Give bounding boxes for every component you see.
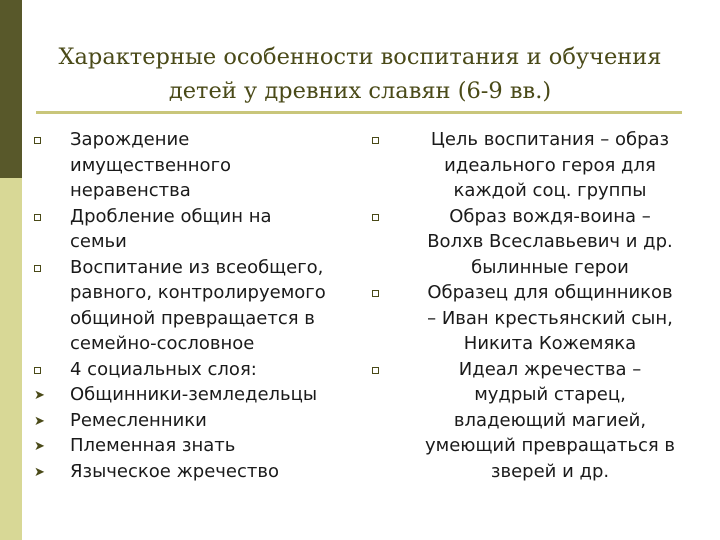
list-item [34,408,364,434]
list-item-text [70,408,364,434]
sidebar-accent-dark [0,0,22,178]
list-item-line: семьи [70,231,127,252]
list-item-line: 4 социальных слоя: [70,358,257,380]
list-item [34,127,364,204]
list-item-line: идеального героя для [444,154,656,176]
list-item-line: умеющий превращаться в [425,435,675,456]
list-item-line: равного, контролируемого [70,282,326,303]
list-item [372,127,692,204]
square-bullet-icon [34,255,48,281]
list-item-text [70,433,364,459]
list-item [372,280,692,357]
list-item-line: мудрый старец, [474,384,626,405]
list-item-line: зверей и др. [490,460,610,482]
square-bullet-icon [34,127,48,153]
list-item-line: Ремесленники [70,409,207,431]
list-item-text [70,204,364,255]
arrow-bullet-icon: ➤ [34,464,45,480]
list-item-text [408,357,692,485]
right-column [372,127,692,484]
list-item [34,433,364,459]
square-bullet-icon [372,204,386,230]
square-bullet-icon [372,127,386,153]
list-item-line: – Иван крестьянский сын, [427,307,673,329]
list-item [34,204,364,255]
square-bullet-icon [34,204,48,230]
list-item [34,255,364,357]
list-item-line: каждой соц. группы [453,180,647,201]
list-item-line: семейно-сословное [70,333,255,354]
list-item-line: Племенная знать [70,435,236,456]
slide-title-line-1: Характерные особенности воспитания и обучения [58,44,662,70]
left-column [34,127,364,484]
list-item-line: Идеал жречества – [458,358,642,380]
slide-title-line-2: детей у древних славян (6-9 вв.) [168,78,552,104]
slide-title [30,40,690,108]
square-bullet-icon [372,280,386,306]
list-item-text [70,255,364,357]
list-item-text [70,382,364,408]
list-item-line: общиной превращается в [70,307,315,329]
sidebar-accent-light [0,178,22,540]
list-item-line: Никита Кожемяка [463,333,637,354]
arrow-bullet-icon: ➤ [34,439,45,454]
title-divider [36,111,682,114]
list-item-line: Зарождение [70,129,190,150]
list-item [34,459,364,485]
list-item-line: имущественного [70,154,232,176]
list-item-line: Образ вождя-воина – [449,205,651,227]
list-item [372,204,692,281]
arrow-bullet-icon: ➤ [34,413,45,429]
list-item-line: Воспитание из всеобщего, [70,256,324,278]
list-item-line: Цель воспитания – образ [430,129,670,150]
square-bullet-icon [372,357,386,383]
list-item-text [70,357,364,383]
square-bullet-icon [34,357,48,383]
list-item [372,357,692,485]
list-item-line: Общинники-земледельцы [70,384,318,405]
list-item-text [70,127,364,204]
list-item-line: владеющий магией, [453,409,647,431]
list-item [34,357,364,383]
list-item-line: Волхв Всеславьевич и др. [427,231,673,252]
list-item-text [408,280,692,357]
list-item-text [408,127,692,204]
list-item-line: былинные герои [471,256,629,278]
list-item-line: Образец для общинников [427,282,673,303]
list-item-text [70,459,364,485]
list-item [34,382,364,408]
list-item-line: Языческое жречество [70,460,280,482]
list-item-text [408,204,692,281]
list-item-line: неравенства [70,180,191,201]
arrow-bullet-icon: ➤ [34,388,45,403]
list-item-line: Дробление общин на [70,205,272,227]
